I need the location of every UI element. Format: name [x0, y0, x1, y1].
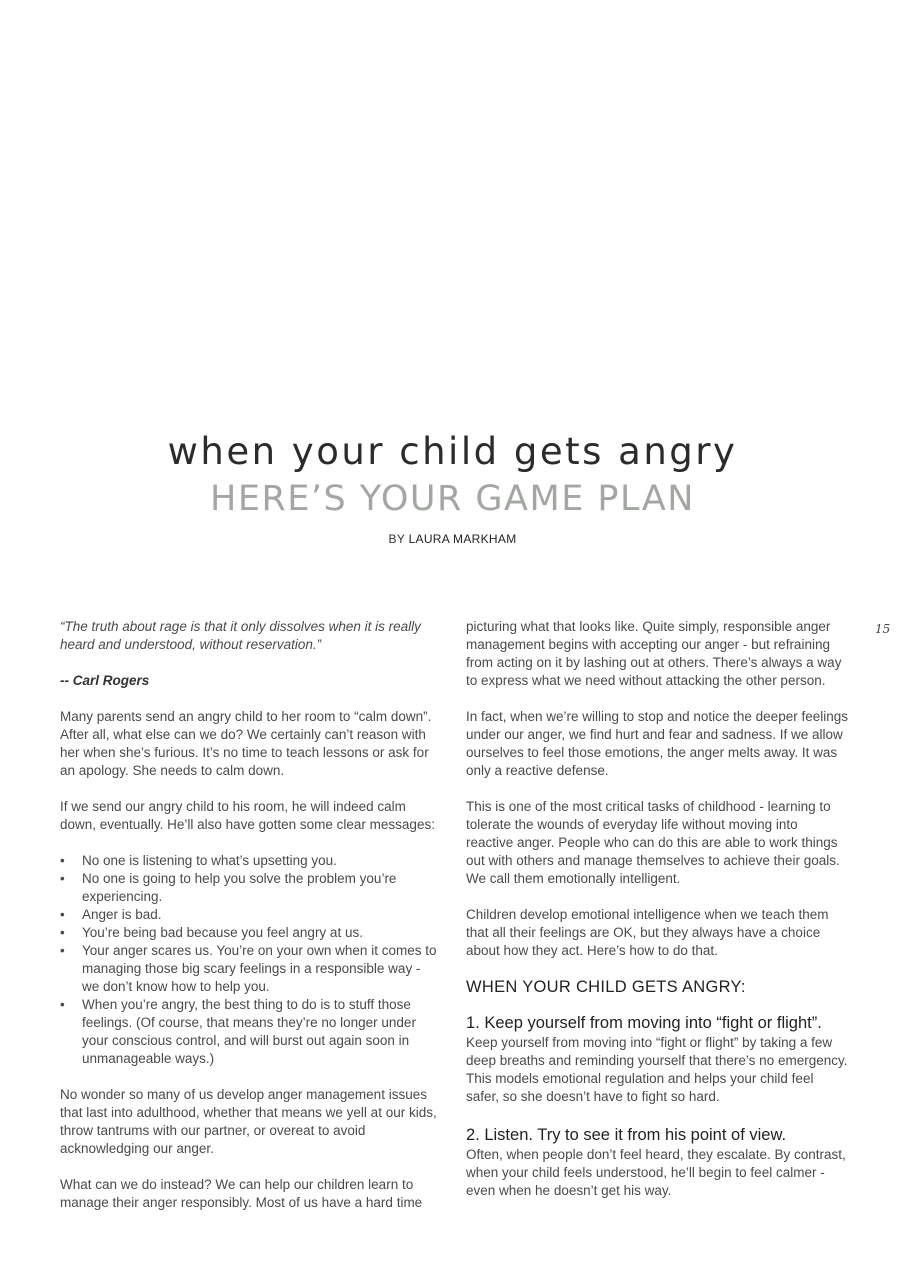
byline-prefix: BY — [388, 532, 405, 546]
list-item-text: No one is listening to what’s upsetting you. — [82, 853, 337, 868]
list-item-text: When you’re angry, the best thing to do is to stuff those feelings. (Of course, that means they’re no longer under your conscious control, and will burst out again soon in unmanageable ways.) — [82, 997, 416, 1066]
list-item — [60, 942, 440, 996]
step-2-heading: 2. Listen. Try to see it from his point of view. — [466, 1126, 787, 1144]
section-heading: WHEN YOUR CHILD GETS ANGRY: — [466, 978, 746, 996]
page-number: 15 — [875, 622, 891, 636]
article-title: when your child gets angry — [167, 430, 738, 473]
bullet-icon: • — [60, 907, 65, 922]
body-paragraph: In fact, when we’re willing to stop and notice the deeper feelings under our anger, we find hurt and fear and sadness. If we allow ourselves to feel those emotions, the anger melts away. It was only a reactive defense. — [466, 709, 848, 778]
quote-line-1: “The truth about rage is that it only dissolves when it is really — [60, 619, 421, 634]
list-item — [60, 852, 440, 870]
list-item — [60, 924, 440, 942]
body-paragraph: No wonder so many of us develop anger management issues that last into adulthood, whether that means we yell at our kids, throw tantrums with our partner, or overeat to avoid acknowledging our anger. — [60, 1087, 437, 1156]
list-item-text: Your anger scares us. You’re on your own when it comes to managing those big scary feelings in a responsible way - we don’t know how to help you. — [82, 943, 437, 994]
article-subtitle: HERE’S YOUR GAME PLAN — [210, 479, 695, 519]
list-item-text: No one is going to help you solve the problem you’re experiencing. — [82, 871, 397, 904]
list-item — [60, 870, 440, 906]
bullet-icon: • — [60, 925, 65, 940]
quote-author: -- Carl Rogers — [60, 673, 150, 688]
body-paragraph: This is one of the most critical tasks of childhood - learning to tolerate the wounds of everyday life without moving into reactive anger. People who can do this are able to work things out with others and manage themselves to achieve their goals. We call them emotionally intelligent. — [466, 799, 840, 886]
step-1-body: Keep yourself from moving into “fight or flight” by taking a few deep breaths and reminding yourself that there’s no emergency. This models emotional regulation and helps your child feel safer, so she doesn’t have to fight so hard. — [466, 1035, 848, 1104]
pull-quote — [60, 618, 440, 654]
body-paragraph: picturing what that looks like. Quite simply, responsible anger management begins with accepting our anger - but refraining from acting on it by lashing out at others. There’s always a way to express what we need without attacking the other person. — [466, 619, 842, 688]
list-item — [60, 906, 440, 924]
bullet-icon: • — [60, 997, 65, 1012]
body-paragraph: Many parents send an angry child to her room to “calm down”. After all, what else can we do? We certainly can’t reason with her when she’s furious. It’s no time to teach lessons or ask for an apology. She needs to calm down. — [60, 709, 432, 778]
left-column — [60, 618, 440, 1230]
right-column — [466, 618, 848, 1218]
byline — [0, 532, 905, 546]
bullet-icon: • — [60, 943, 65, 958]
step-1-heading: 1. Keep yourself from moving into “fight or flight”. — [466, 1014, 822, 1032]
step-2-body: Often, when people don’t feel heard, they escalate. By contrast, when your child feels understood, he’ll begin to feel calmer - even when he doesn’t get his way. — [466, 1147, 846, 1198]
quote-line-2: heard and understood, without reservation.” — [60, 637, 322, 652]
bullet-icon: • — [60, 871, 65, 886]
byline-author: LAURA MARKHAM — [408, 532, 517, 546]
messages-list — [60, 852, 440, 1068]
body-paragraph: What can we do instead? We can help our children learn to manage their anger responsibly. Most of us have a hard time — [60, 1177, 423, 1210]
list-item — [60, 996, 440, 1068]
article-header — [0, 428, 905, 546]
bullet-icon: • — [60, 853, 65, 868]
list-item-text: You’re being bad because you feel angry at us. — [82, 925, 363, 940]
body-paragraph: If we send our angry child to his room, he will indeed calm down, eventually. He’ll also have gotten some clear messages: — [60, 799, 435, 832]
body-paragraph: Children develop emotional intelligence when we teach them that all their feelings are OK, but they always have a choice about how they act. Here’s how to do that. — [466, 907, 829, 958]
list-item-text: Anger is bad. — [82, 907, 162, 922]
